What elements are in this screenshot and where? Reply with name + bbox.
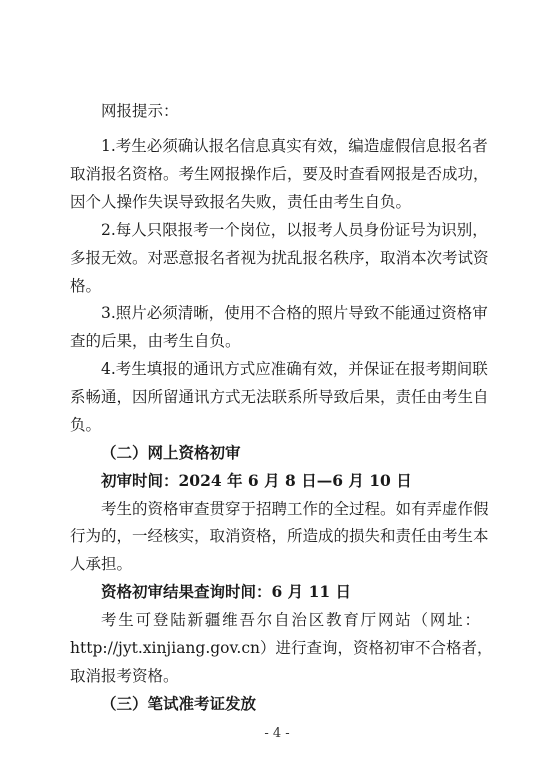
page-number: - 4 - — [264, 726, 290, 741]
section-3-heading: （三）笔试准考证发放 — [101, 694, 257, 713]
notice-heading: 网报提示： — [101, 102, 179, 120]
review-para-line-3: 人承担。 — [70, 555, 133, 573]
notice-4-line-3: 负。 — [70, 416, 102, 434]
notice-3-line-2: 查的后果，由考生自负。 — [70, 332, 241, 350]
result-query-time: 资格初审结果查询时间：6 月 11 日 — [101, 582, 352, 601]
notice-2-line-1: 2.每人只限报考一个岗位，以报考人员身份证号为识别， — [101, 221, 488, 239]
query-para-line-3: 取消报考资格。 — [70, 667, 179, 685]
notice-1-line-1: 1.考生必须确认报名信息真实有效，编造虚假信息报名者 — [101, 137, 488, 155]
notice-1-line-3: 因个人操作失误导致报名失败，责任由考生自负。 — [70, 193, 412, 211]
review-time: 初审时间：2024 年 6 月 8 日—6 月 10 日 — [101, 471, 412, 490]
query-para-line-2: http://jyt.xinjiang.gov.cn）进行查询，资格初审不合格者， — [70, 639, 493, 657]
notice-3-line-1: 3.照片必须清晰，使用不合格的照片导致不能通过资格审 — [101, 304, 488, 322]
query-para-line-1: 考生可登陆新疆维吾尔自治区教育厅网站（网址： — [101, 611, 480, 629]
review-para-line-1: 考生的资格审查贯穿于招聘工作的全过程。如有弄虚作假 — [101, 500, 489, 518]
section-2-heading: （二）网上资格初审 — [101, 443, 241, 462]
notice-1-line-2: 取消报名资格。考生网报操作后，要及时查看网报是否成功， — [70, 165, 489, 183]
notice-4-line-1: 4.考生填报的通讯方式应准确有效，并保证在报考期间联 — [101, 360, 488, 378]
notice-2-line-3: 格。 — [70, 277, 102, 295]
notice-2-line-2: 多报无效。对恶意报名者视为扰乱报名秩序，取消本次考试资 — [70, 249, 489, 267]
notice-4-line-2: 系畅通，因所留通讯方式无法联系所导致后果，责任由考生自 — [70, 388, 489, 406]
review-para-line-2: 行为的，一经核实，取消资格，所造成的损失和责任由考生本 — [70, 527, 489, 545]
